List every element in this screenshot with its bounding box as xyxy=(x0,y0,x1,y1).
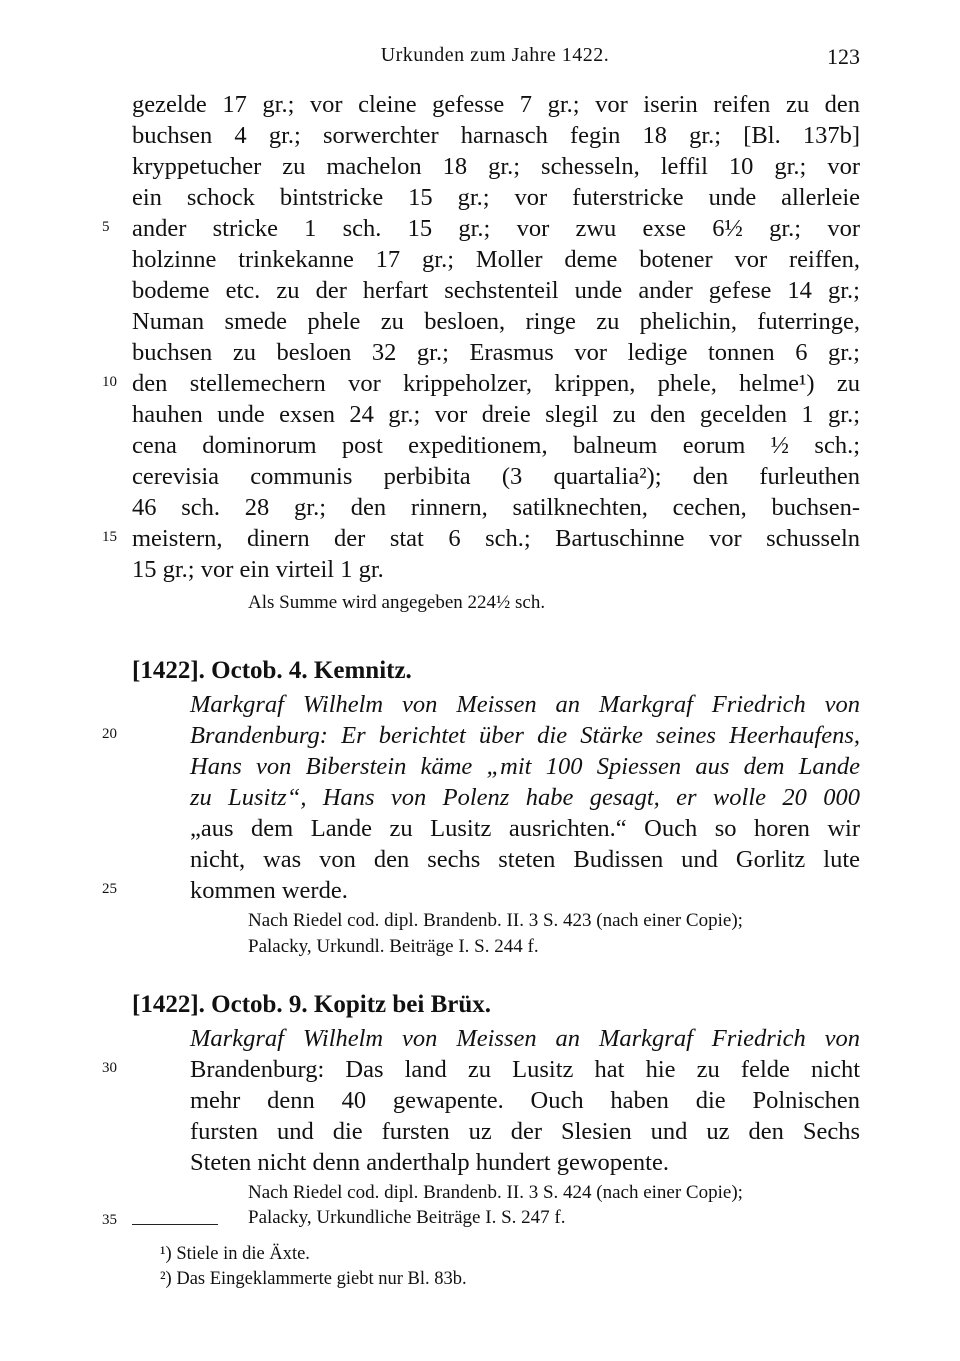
line-number: 10 xyxy=(102,374,117,390)
source-note: Nach Riedel cod. dipl. Brandenb. II. 3 S. 423 (nach einer Copie); xyxy=(248,910,743,931)
text-line: buchsen zu besloen 32 gr.; Erasmus vor ledige tonnen 6 gr.; xyxy=(132,339,860,366)
source-note: Nach Riedel cod. dipl. Brandenb. II. 3 S. 424 (nach einer Copie); xyxy=(248,1182,743,1203)
regest-line: zu Lusitz“, Hans von Polenz habe gesagt, er wolle 20 000 xyxy=(190,784,860,811)
line-number: 5 xyxy=(102,219,110,235)
line-number: 35 xyxy=(102,1212,117,1228)
text-line: hauhen unde exsen 24 gr.; vor dreie slegil zu den gecelden 1 gr.; xyxy=(132,401,860,428)
text-line: kommen werde. xyxy=(190,877,348,904)
text-line: kryppetucher zu machelon 18 gr.; schesseln, leffil 10 gr.; vor xyxy=(132,153,860,180)
page-number: 123 xyxy=(827,44,860,69)
entry-heading: [1422]. Octob. 4. Kemnitz. xyxy=(132,657,412,684)
line-number: 25 xyxy=(102,881,117,897)
footnote: ¹) Stiele in die Äxte. xyxy=(160,1244,310,1264)
text-line: Brandenburg: Das land zu Lusitz hat hie zu felde nicht xyxy=(190,1056,860,1083)
text-line: ein schock bintstricke 15 gr.; vor futerstricke unde allerleie xyxy=(132,184,860,211)
page-header xyxy=(130,44,860,74)
sum-note: Als Summe wird angegeben 224½ sch. xyxy=(248,592,546,613)
line-number: 30 xyxy=(102,1060,117,1076)
text-line: Numan smede phele zu besloen, ringe zu phelichin, futerringe, xyxy=(132,308,860,335)
text-line: meistern, dinern der stat 6 sch.; Bartuschinne vor schusseln xyxy=(132,525,860,552)
regest-line: Hans von Biberstein käme „mit 100 Spiessen aus dem Lande xyxy=(190,753,860,780)
footnote: ²) Das Eingeklammerte giebt nur Bl. 83b. xyxy=(160,1269,467,1289)
text-line: 46 sch. 28 gr.; den rinnern, satilknechten, cechen, buchsen- xyxy=(132,494,860,521)
text-line: holzinne trinkekanne 17 gr.; Moller deme botener vor reiffen, xyxy=(132,246,860,273)
text-line: ander stricke 1 sch. 15 gr.; vor zwu exse 6½ gr.; vor xyxy=(132,215,860,242)
text-line: den stellemechern vor krippeholzer, krippen, phele, helme¹) zu xyxy=(132,370,860,397)
text-line: cena dominorum post expeditionem, balneum eorum ½ sch.; xyxy=(132,432,860,459)
text-line: gezelde 17 gr.; vor cleine gefesse 7 gr.; vor iserin reifen zu den xyxy=(132,91,860,118)
text-line: „aus dem Lande zu Lusitz ausrichten.“ Ouch so horen wir xyxy=(190,815,860,842)
source-note: Palacky, Urkundliche Beiträge I. S. 247 f. xyxy=(248,1207,566,1228)
text-line: cerevisia communis perbibita (3 quartalia²); den furleuthen xyxy=(132,463,860,490)
text-line: 15 gr.; vor ein virteil 1 gr. xyxy=(132,556,384,583)
text-line: fursten und die fursten uz der Slesien und uz den Sechs xyxy=(190,1118,860,1145)
source-note: Palacky, Urkundl. Beiträge I. S. 244 f. xyxy=(248,936,539,957)
regest-line: Brandenburg: Er berichtet über die Stärke seines Heerhaufens, xyxy=(190,722,860,749)
footnote-rule xyxy=(132,1224,218,1225)
text-line: bodeme etc. zu der herfart sechstenteil unde ander gefese 14 gr.; xyxy=(132,277,860,304)
regest-line: Markgraf Wilhelm von Meissen an Markgraf Friedrich von xyxy=(190,1025,860,1052)
text-line: Steten nicht denn anderthalp hundert gewopente. xyxy=(190,1149,669,1176)
text-line: buchsen 4 gr.; sorwerchter harnasch fegin 18 gr.; [Bl. 137b] xyxy=(132,122,860,149)
regest-line: Markgraf Wilhelm von Meissen an Markgraf Friedrich von xyxy=(190,691,860,718)
text-line: nicht, was von den sechs steten Budissen und Gorlitz lute xyxy=(190,846,860,873)
line-number: 15 xyxy=(102,529,117,545)
text-line: mehr denn 40 gewapente. Ouch haben die Polnischen xyxy=(190,1087,860,1114)
entry-heading: [1422]. Octob. 9. Kopitz bei Brüx. xyxy=(132,991,492,1018)
running-head: Urkunden zum Jahre 1422. xyxy=(380,44,610,66)
line-number: 20 xyxy=(102,726,117,742)
